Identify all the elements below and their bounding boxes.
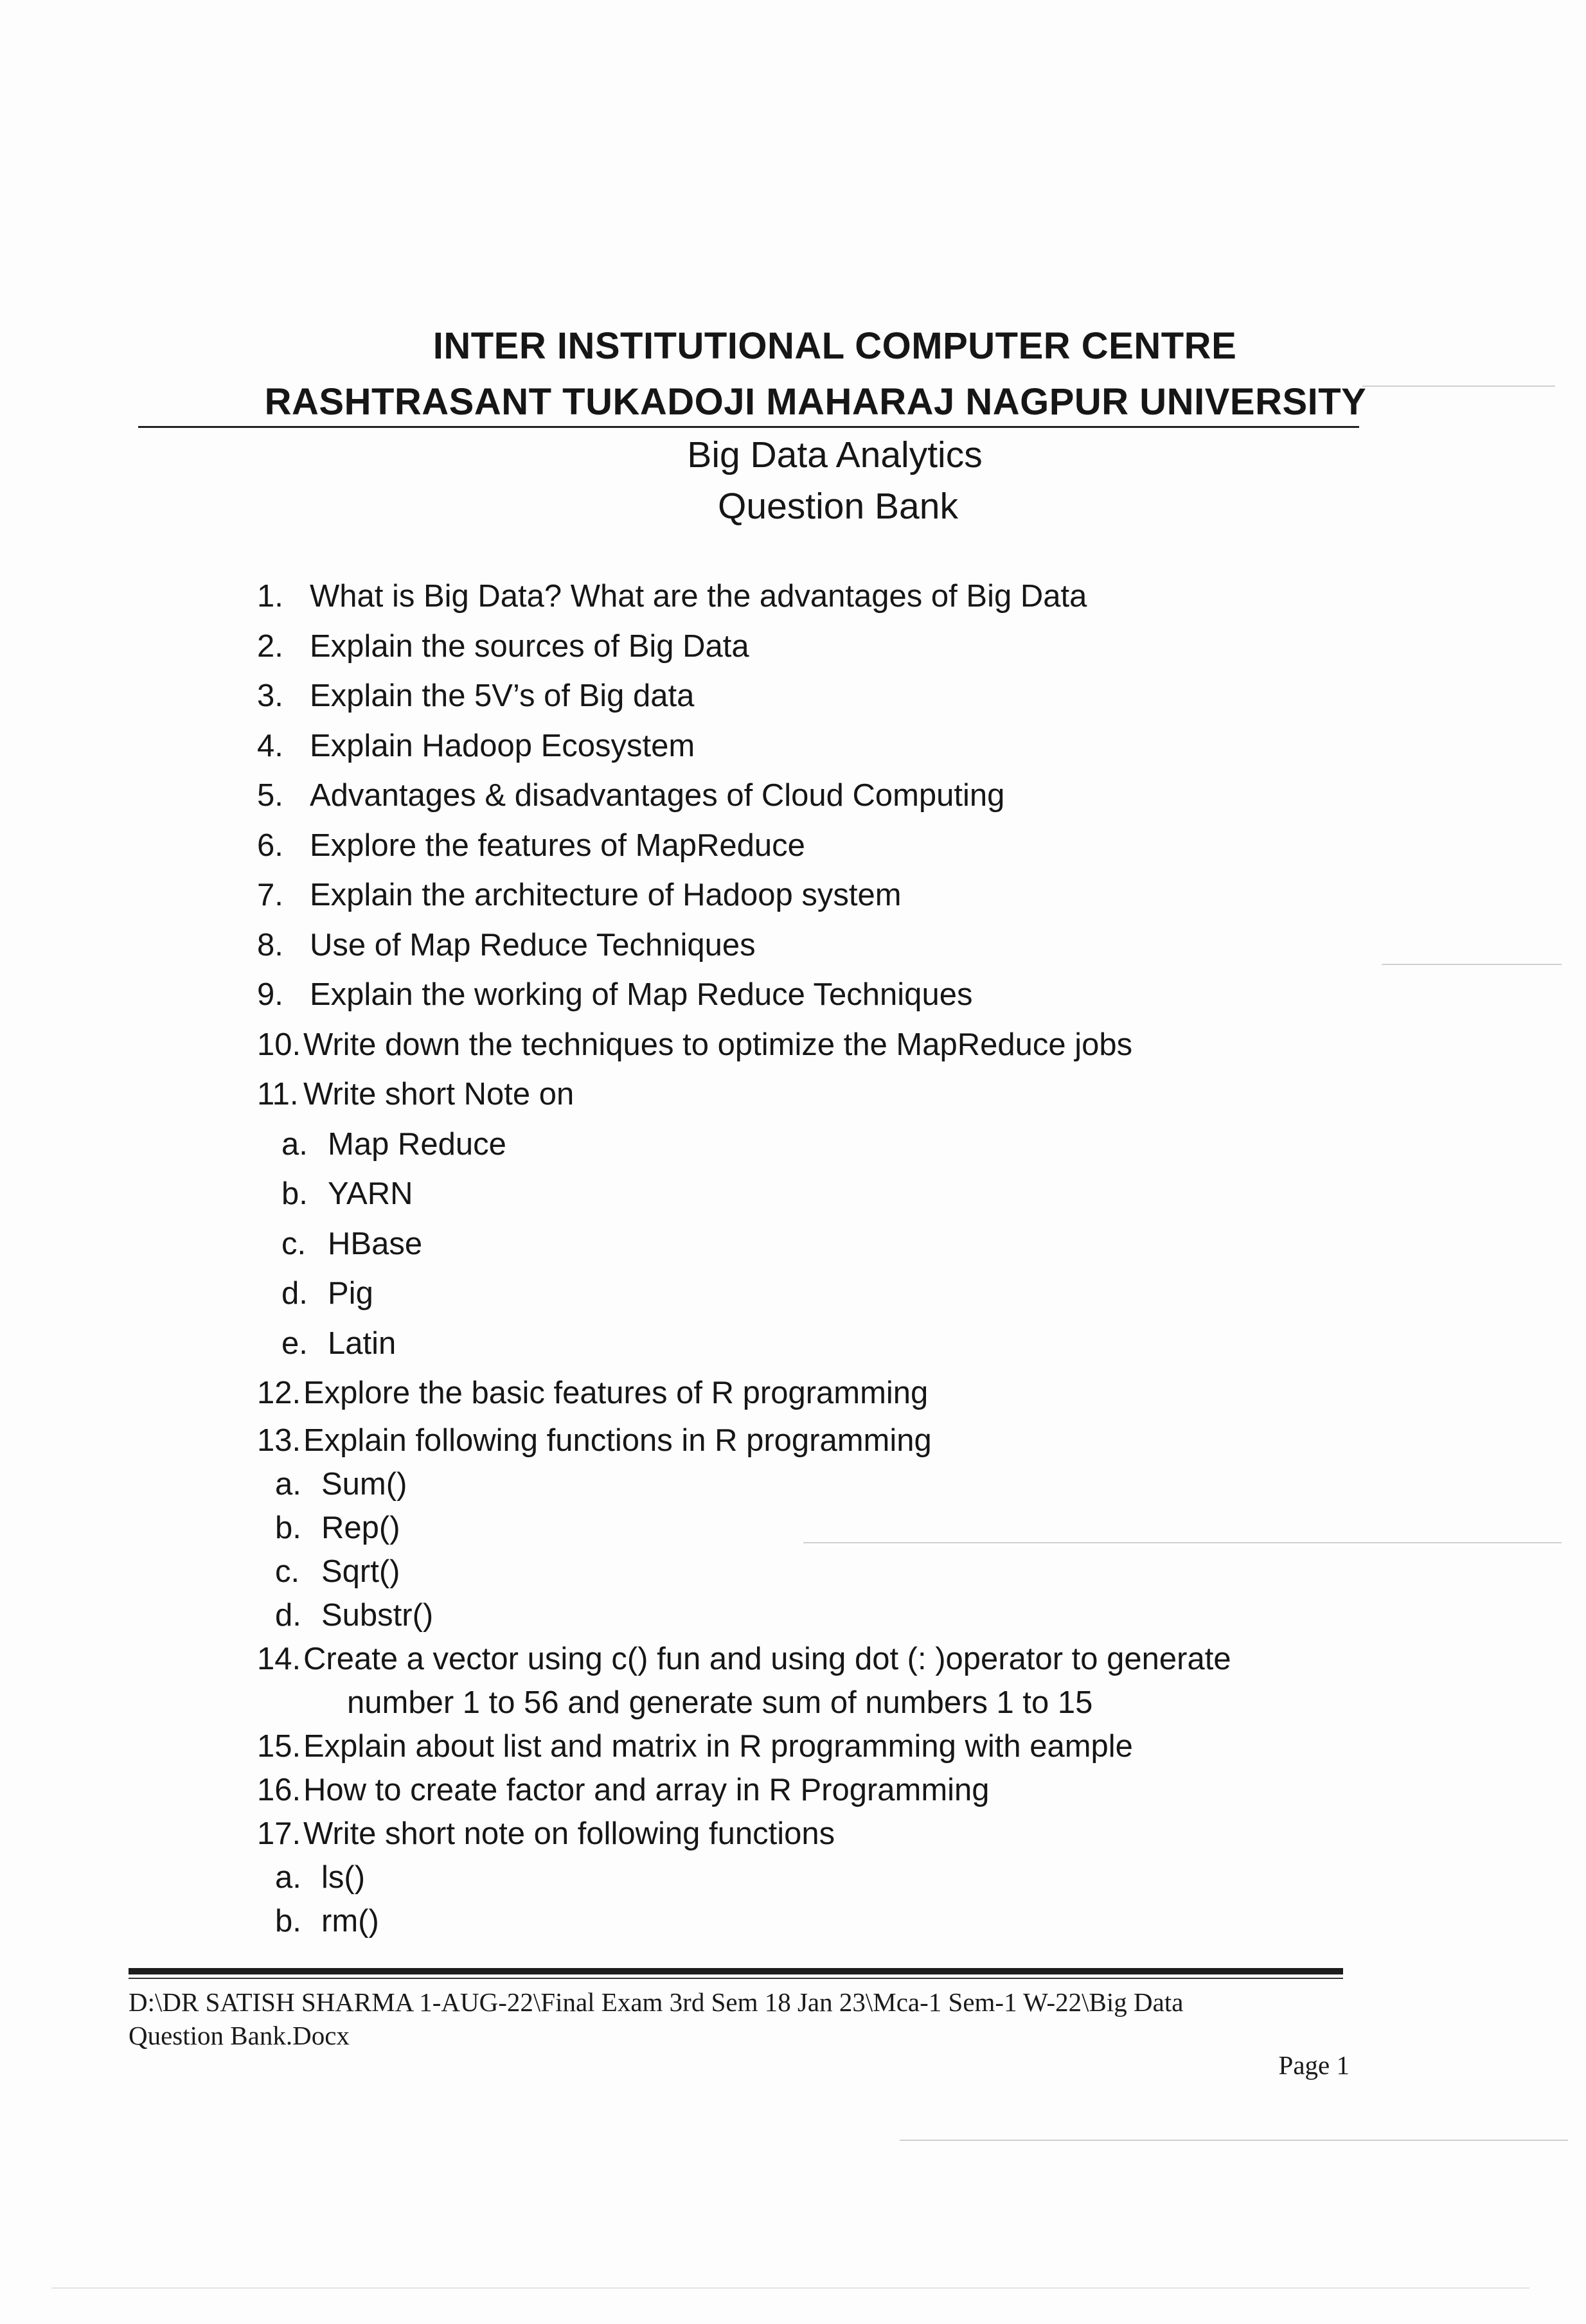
sub-question-label: c. bbox=[275, 1554, 300, 1589]
question-text: Explore the basic features of R programming bbox=[303, 1376, 929, 1410]
sub-question-text: rm() bbox=[321, 1903, 379, 1938]
sub-question-item bbox=[257, 1550, 1350, 1593]
sub-question-label: c. bbox=[281, 1226, 307, 1261]
sub-question-text: Map Reduce bbox=[328, 1126, 506, 1162]
sub-question-text: Sum() bbox=[321, 1466, 407, 1502]
header-divider bbox=[138, 426, 1359, 428]
scan-artifact-line bbox=[900, 2140, 1568, 2141]
question-item bbox=[257, 1020, 1350, 1070]
question-number: 14. bbox=[257, 1641, 301, 1676]
question-text: What is Big Data? What are the advantages of Big Data bbox=[310, 579, 1087, 614]
scan-artifact-line bbox=[1382, 964, 1562, 965]
question-item bbox=[257, 871, 1350, 921]
sub-question-text: Latin bbox=[328, 1326, 396, 1361]
question-list bbox=[257, 572, 1350, 1943]
question-item bbox=[257, 1419, 1350, 1637]
question-number: 8. bbox=[257, 927, 283, 962]
document-type-title: Question Bank bbox=[718, 486, 958, 527]
sub-question-item bbox=[257, 1899, 1350, 1943]
sub-question-item bbox=[257, 1593, 1350, 1637]
question-text: How to create factor and array in R Programming bbox=[303, 1772, 990, 1807]
question-text: Explain the 5V’s of Big data bbox=[310, 679, 695, 713]
sub-question-text: ls() bbox=[321, 1859, 366, 1895]
question-text: Explain Hadoop Ecosystem bbox=[310, 728, 695, 763]
sub-question-label: a. bbox=[275, 1466, 301, 1502]
question-number: 13. bbox=[257, 1423, 301, 1458]
sub-question-item bbox=[257, 1169, 1350, 1220]
sub-question-text: YARN bbox=[328, 1176, 413, 1211]
question-text: Use of Map Reduce Techniques bbox=[310, 927, 756, 962]
sub-question-list bbox=[257, 1120, 1350, 1369]
sub-question-text: Substr() bbox=[321, 1597, 434, 1633]
question-text: Advantages & disadvantages of Cloud Computing bbox=[310, 778, 1005, 813]
question-number: 7. bbox=[257, 878, 283, 912]
question-item bbox=[257, 1637, 1350, 1725]
sub-question-label: b. bbox=[281, 1176, 308, 1211]
sub-question-list bbox=[257, 1462, 1350, 1637]
sub-question-label: a. bbox=[275, 1859, 301, 1895]
sub-question-item bbox=[257, 1856, 1350, 1899]
question-text: Explain following functions in R programming bbox=[303, 1423, 932, 1458]
question-item bbox=[257, 1768, 1350, 1812]
sub-question-label: b. bbox=[275, 1903, 301, 1938]
question-number: 11. bbox=[257, 1077, 299, 1112]
question-text-continuation: number 1 to 56 and generate sum of numbers 1 to 15 bbox=[347, 1685, 1093, 1720]
university-name: RASHTRASANT TUKADOJI MAHARAJ NAGPUR UNIVERSITY bbox=[264, 381, 1367, 423]
question-item bbox=[257, 1070, 1350, 1369]
question-text: Write short Note on bbox=[303, 1077, 575, 1112]
question-text: Create a vector using c() fun and using dot (: )operator to generate bbox=[303, 1641, 1231, 1676]
sub-question-text: HBase bbox=[328, 1226, 423, 1261]
question-text: Explain the working of Map Reduce Techniques bbox=[310, 977, 973, 1012]
page-number: Page 1 bbox=[1278, 2050, 1350, 2080]
sub-question-item bbox=[257, 1319, 1350, 1369]
sub-question-item bbox=[257, 1269, 1350, 1319]
question-text: Explain the architecture of Hadoop system bbox=[310, 878, 902, 912]
question-item bbox=[257, 722, 1350, 772]
question-number: 12. bbox=[257, 1376, 301, 1410]
sub-question-item bbox=[257, 1120, 1350, 1170]
question-number: 3. bbox=[257, 679, 283, 713]
sub-question-item bbox=[257, 1462, 1350, 1506]
question-text: Explain the sources of Big Data bbox=[310, 628, 749, 664]
footer-divider bbox=[129, 1968, 1343, 1974]
subject-title: Big Data Analytics bbox=[687, 434, 983, 475]
question-number: 9. bbox=[257, 977, 283, 1012]
sub-question-item bbox=[257, 1220, 1350, 1270]
scan-artifact-line bbox=[51, 2287, 1529, 2289]
sub-question-item bbox=[257, 1506, 1350, 1550]
file-path-line: D:\DR SATISH SHARMA 1-AUG-22\Final Exam 3rd Sem 18 Jan 23\Mca-1 Sem-1 W-22\Big Data bbox=[129, 1987, 1184, 2017]
question-item bbox=[257, 771, 1350, 821]
sub-question-label: e. bbox=[281, 1326, 308, 1361]
question-item bbox=[257, 1369, 1350, 1419]
question-item bbox=[257, 1725, 1350, 1768]
question-number: 10. bbox=[257, 1027, 301, 1062]
question-text: Write short note on following functions bbox=[303, 1816, 835, 1851]
question-item bbox=[257, 572, 1350, 622]
question-item bbox=[257, 921, 1350, 971]
question-number: 4. bbox=[257, 728, 283, 763]
question-item bbox=[257, 970, 1350, 1020]
question-number: 15. bbox=[257, 1728, 301, 1764]
question-text: Explain about list and matrix in R programming with eample bbox=[303, 1728, 1133, 1764]
question-number: 5. bbox=[257, 778, 283, 813]
question-number: 17. bbox=[257, 1816, 301, 1851]
sub-question-text: Sqrt() bbox=[321, 1554, 400, 1589]
question-item bbox=[257, 622, 1350, 672]
question-number: 6. bbox=[257, 828, 283, 863]
footer-divider-thin bbox=[129, 1978, 1343, 1979]
file-path-footer bbox=[129, 1985, 1350, 2052]
sub-question-list bbox=[257, 1856, 1350, 1943]
sub-question-label: a. bbox=[281, 1126, 308, 1162]
question-text: Explore the features of MapReduce bbox=[310, 828, 805, 863]
question-number: 16. bbox=[257, 1772, 301, 1807]
question-text: Write down the techniques to optimize the MapReduce jobs bbox=[303, 1027, 1133, 1062]
institution-name: INTER INSTITUTIONAL COMPUTER CENTRE bbox=[432, 325, 1237, 367]
sub-question-label: b. bbox=[275, 1510, 301, 1545]
question-number: 2. bbox=[257, 628, 283, 664]
question-item bbox=[257, 1812, 1350, 1943]
sub-question-label: d. bbox=[281, 1276, 308, 1311]
question-number: 1. bbox=[257, 579, 283, 614]
question-item bbox=[257, 671, 1350, 722]
question-item bbox=[257, 821, 1350, 871]
sub-question-label: d. bbox=[275, 1597, 301, 1633]
file-path-line: Question Bank.Docx bbox=[129, 2021, 350, 2050]
sub-question-text: Pig bbox=[328, 1276, 373, 1311]
sub-question-text: Rep() bbox=[321, 1510, 400, 1545]
